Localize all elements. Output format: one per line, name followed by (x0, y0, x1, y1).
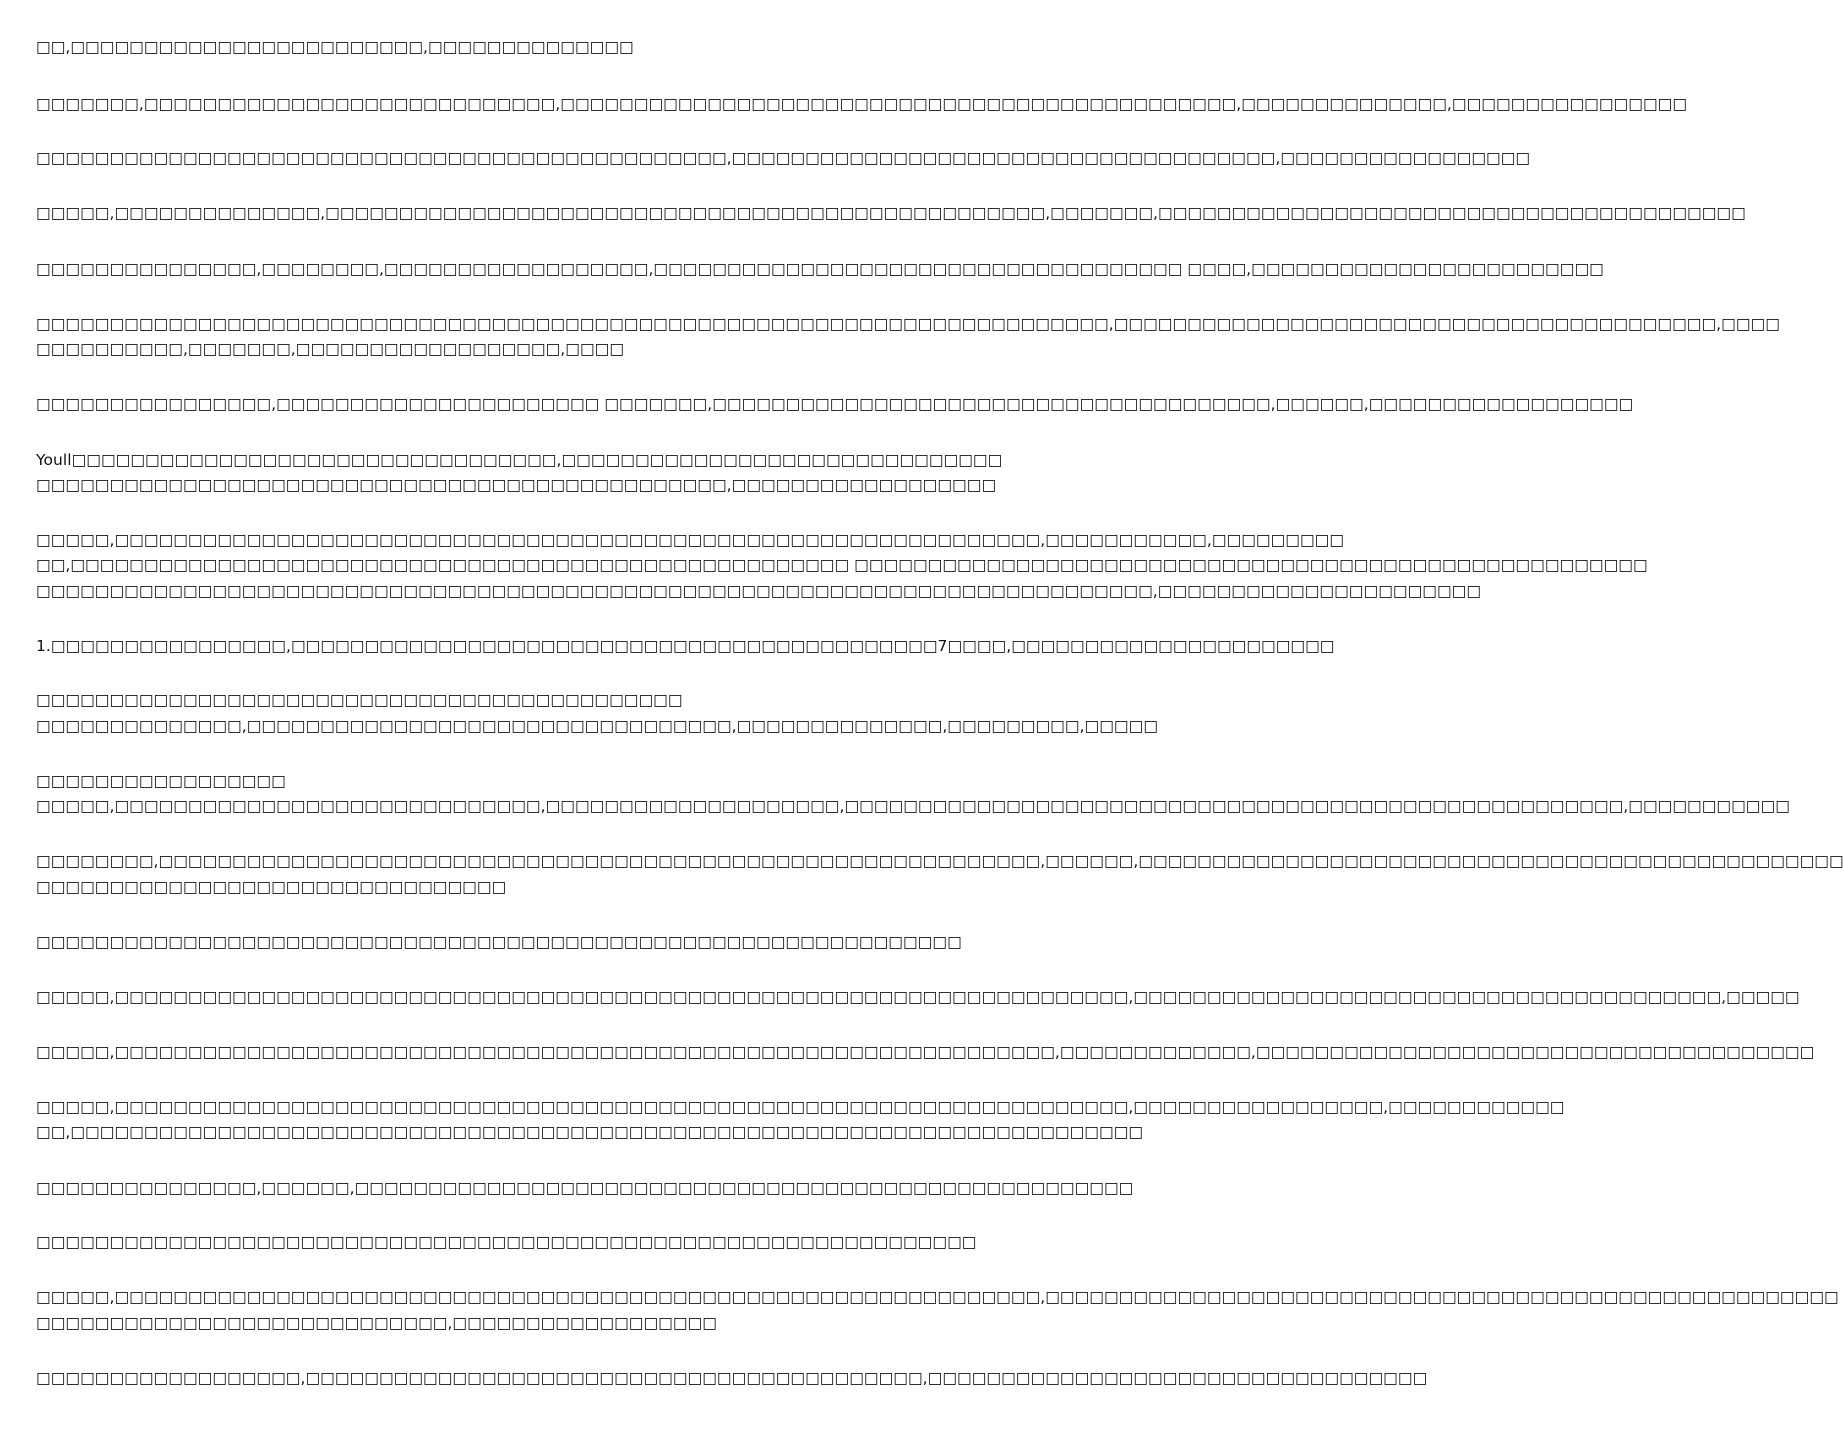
text-line: □□□□□□□□□□□□□□□□□□□□□□□□□□□□□□□□□□□□□□□□□□□□□□□□□□□□□□□□□□□□□□□ (36, 933, 962, 951)
text-line: □□,□□□□□□□□□□□□□□□□□□□□□□□□,□□□□□□□□□□□□□□ (36, 38, 634, 56)
text-line: □□□□□□□□□□□□□□,□□□□□□□□□□□□□□□□□□□□□□□□□□□□□□□□□,□□□□□□□□□□□□□□,□□□□□□□□□,□□□□□ (36, 717, 1159, 735)
text-line: □□□□□,□□□□□□□□□□□□□□□□□□□□□□□□□□□□□,□□□□□□□□□□□□□□□□□□□□,□□□□□□□□□□□□□□□□□□□□□□□□□□□□□□□□□□□□□□□□□□□□□□□□□□□□□,□□□□□□□□□□□ (36, 797, 1790, 815)
text-line: □□□□□□□□□□□□□□□□□□□□□□□□□□□□□□□□□□□□□□□□□□□□ (36, 691, 683, 709)
text-line: □□□□□□□□□□,□□□□□□□,□□□□□□□□□□□□□□□□□□,□□□□ (36, 340, 625, 358)
text-line: □□□□□□□□□□□□□□□□□□□□□□□□□□□□□□□□□□□□□□□□□□□□□□□,□□□□□□□□□□□□□□□□□□□□□□□□□□□□□□□□□□□□□,□□□□□□□□□□□□□□□□□ (36, 149, 1531, 167)
text-line: □□□□□,□□□□□□□□□□□□□□□□□□□□□□□□□□□□□□□□□□□□□□□□□□□□□□□□□□□□□□□□□□□□□□□,□□□□□□□□□□□□□□□□□□□□□□□□□□□□□□□□□□□□□□□□□□□□□□□□□□□□□□ (36, 1288, 1839, 1306)
text-line: □□□□□,□□□□□□□□□□□□□□□□□□□□□□□□□□□□□□□□□□□□□□□□□□□□□□□□□□□□□□□□□□□□□□□□□□□□□,□□□□□□□□□□□□□□□□□,□□□□□□□□□□□□ (36, 1098, 1565, 1116)
text-line: □□□□□□□□□□□□□□□□□□□□□□□□□□□□□□□□□□□□□□□□□□□□□□□,□□□□□□□□□□□□□□□□□□ (36, 476, 997, 494)
text-line: □□□□□,□□□□□□□□□□□□□□□□□□□□□□□□□□□□□□□□□□□□□□□□□□□□□□□□□□□□□□□□□□□□□□□□,□□□□□□□□□□□□□,□□□□□□□□□□□□□□□□□□□□□□□□□□□□□□□□□□□□□□ (36, 1043, 1815, 1061)
text-line: □□□□□,□□□□□□□□□□□□□□□□□□□□□□□□□□□□□□□□□□□□□□□□□□□□□□□□□□□□□□□□□□□□□□□□□□□□□,□□□□□□□□□□□□□□□□□□□□□□□□□□□□□□□□□□□□□□□□,□□□□□ (36, 988, 1800, 1006)
document-page (36, 0, 1844, 1449)
text-line: □□□□□□□□□□□□□□□,□□□□□□□□,□□□□□□□□□□□□□□□□□□,□□□□□□□□□□□□□□□□□□□□□□□□□□□□□□□□□□□□ □□□□,□□□□□□□□□□□□□□□□□□□□□□□□ (36, 260, 1604, 278)
text-line: □□,□□□□□□□□□□□□□□□□□□□□□□□□□□□□□□□□□□□□□□□□□□□□□□□□□□□□□ □□□□□□□□□□□□□□□□□□□□□□□□□□□□□□□□□□□□□□□□□□□□□□□□□□□□□□ (36, 556, 1648, 574)
text-line: □□□□□□□□□□□□□□□□□ (36, 772, 286, 790)
text-line: 1.□□□□□□□□□□□□□□□□,□□□□□□□□□□□□□□□□□□□□□□□□□□□□□□□□□□□□□□□□□□□□7□□□□,□□□□□□□□□□□□□□□□□□□□□□ (36, 637, 1335, 655)
text-line: □□□□□□□□□□□□□□□□,□□□□□□□□□□□□□□□□□□□□□□ □□□□□□□,□□□□□□□□□□□□□□□□□□□□□□□□□□□□□□□□□□□□□□,□□□□□□,□□□□□□□□□□□□□□□□□□ (36, 395, 1634, 413)
text-line: □□,□□□□□□□□□□□□□□□□□□□□□□□□□□□□□□□□□□□□□□□□□□□□□□□□□□□□□□□□□□□□□□□□□□□□□□□□□ (36, 1123, 1144, 1141)
text-line: □□□□□□□□□□□□□□□□□□,□□□□□□□□□□□□□□□□□□□□□□□□□□□□□□□□□□□□□□□□□□,□□□□□□□□□□□□□□□□□□□□□□□□□□□□□□□□□□ (36, 1369, 1428, 1387)
text-line: □□□□□□□□□□□□□□□□□□□□□□□□□□□□□□□□ (36, 878, 507, 896)
text-line: □□□□□□□□□□□□□□□□□□□□□□□□□□□□□□□□□□□□□□□□□□□□□□□□□□□□□□□□□□□□□□□□□□□□□□□□□□□□,□□□□□□□□□□□□□□□□□□□□□□ (36, 582, 1482, 600)
text-line: □□□□□□□□□□□□□□□,□□□□□□,□□□□□□□□□□□□□□□□□□□□□□□□□□□□□□□□□□□□□□□□□□□□□□□□□□□□□ (36, 1179, 1134, 1197)
text-line: □□□□□□□□□□□□□□□□□□□□□□□□□□□□□□□□□□□□□□□□□□□□□□□□□□□□□□□□□□□□□□□□ (36, 1233, 977, 1251)
text-line: □□□□□□□□□□□□□□□□□□□□□□□□□□□□,□□□□□□□□□□□□□□□□□□ (36, 1314, 717, 1332)
text-line: □□□□□□□,□□□□□□□□□□□□□□□□□□□□□□□□□□□□,□□□□□□□□□□□□□□□□□□□□□□□□□□□□□□□□□□□□□□□□□□□□□□,□□□□□□□□□□□□□□,□□□□□□□□□□□□□□□□ (36, 95, 1688, 113)
text-line: Youll□□□□□□□□□□□□□□□□□□□□□□□□□□□□□□□□□,□□□□□□□□□□□□□□□□□□□□□□□□□□□□□□ (36, 451, 1003, 469)
text-line: □□□□□,□□□□□□□□□□□□□□□□□□□□□□□□□□□□□□□□□□□□□□□□□□□□□□□□□□□□□□□□□□□□□□□,□□□□□□□□□□□,□□□□□□□□□ (36, 531, 1345, 549)
text-line: □□□□□,□□□□□□□□□□□□□□,□□□□□□□□□□□□□□□□□□□□□□□□□□□□□□□□□□□□□□□□□□□□□□□□□,□□□□□□□,□□□□□□□□□□□□□□□□□□□□□□□□□□□□□□□□□□□□□□□□ (36, 204, 1746, 222)
text-line: □□□□□□□□,□□□□□□□□□□□□□□□□□□□□□□□□□□□□□□□□□□□□□□□□□□□□□□□□□□□□□□□□□□□□,□□□□□□,□□□□□□□□□□□□□□□□□□□□□□□□□□□□□□□□□□□□□□□□□□□□□□□□ (36, 852, 1844, 870)
text-line: □□□□□□□□□□□□□□□□□□□□□□□□□□□□□□□□□□□□□□□□□□□□□□□□□□□□□□□□□□□□□□□□□□□□□□□□□,□□□□□□□□□□□□□□□□□□□□□□□□□□□□□□□□□□□□□□□□□,□□□□ (36, 315, 1780, 333)
